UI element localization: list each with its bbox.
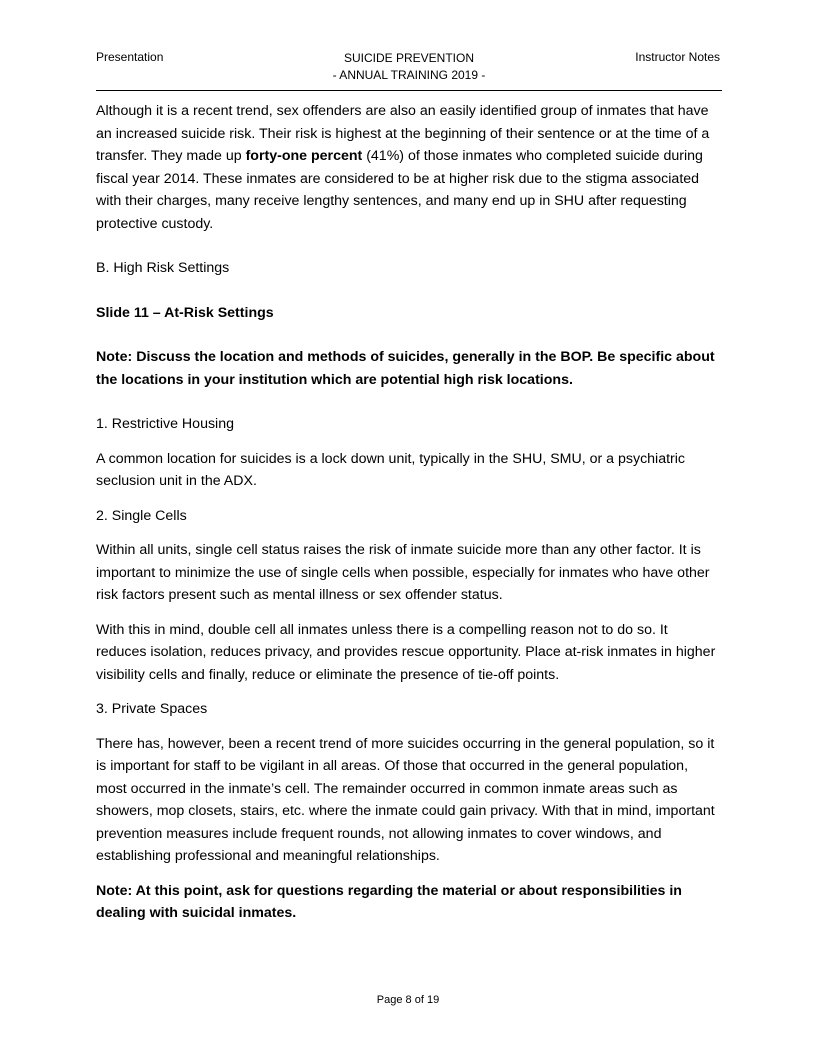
instructor-note: Note: At this point, ask for questions regarding the material or about responsibilities in dealing with suicidal inmates.: [96, 882, 682, 921]
item-paragraph: Within all units, single cell status raises the risk of inmate suicide more than any other factor. It is important to minimize the use of single cells when possible, especially for inmates who have other risk factors present such as mental illness or sex offender status.: [96, 542, 710, 603]
section-heading: B. High Risk Settings: [96, 260, 230, 276]
header-right-label: Instructor Notes: [635, 50, 720, 64]
page-number: Page 8 of 19: [376, 994, 440, 1006]
bold-statistic: forty-one percent: [245, 148, 363, 164]
page-header: [96, 50, 722, 90]
document-title: SUICIDE PREVENTION: [343, 51, 475, 65]
slide-heading: Slide 11 – At-Risk Settings: [96, 304, 274, 321]
item-paragraph: With this in mind, double cell all inmates unless there is a compelling reason not to do so. It reduces isolation, reduces privacy, and provides rescue opportunity. Place at-risk inmates in higher visibility cells and finally, reduce or eliminate the presence of tie-off points.: [96, 621, 716, 683]
instructor-note: Note: Discuss the location and methods of suicides, generally in the BOP. Be specific about the locations in your institution which are potential high risk locations.: [96, 349, 715, 388]
text-run: (41%) of those inmates who completed suicide during fiscal year 2014. These inmates are considered to be at higher risk due to the stigma associated with their charges, many receive lengthy sentences, and many end up in SHU after requesting protective custody.: [96, 148, 703, 232]
item-paragraph: There has, however, been a recent trend of more suicides occurring in the general population, so it is important for staff to be vigilant in all areas. Of those that occurred in the general population, most occurred in the inmate’s cell. The remainder occurred in common inmate areas such as showers, mop closets, stairs, etc. where the inmate could gain privacy. With that in mind, important prevention measures include frequent rounds, not allowing inmates to cover windows, and establishing professional and meaningful relationships.: [96, 735, 715, 864]
header-left-label: Presentation: [96, 50, 164, 64]
document-subtitle: - ANNUAL TRAINING 2019 -: [332, 68, 486, 82]
text-run: Although it is a recent trend, sex offenders are also an easily identified group of inmates that have an increased suicide risk. Their risk is highest at the beginning of their sentence or at the time of a transfer. They made up: [96, 103, 710, 164]
item-heading: 2. Single Cells: [96, 507, 187, 524]
header-divider: [96, 90, 722, 91]
item-heading: 1. Restrictive Housing: [96, 416, 234, 432]
header-title-block: [96, 50, 722, 84]
item-heading: 3. Private Spaces: [96, 701, 208, 717]
item-paragraph: A common location for suicides is a lock down unit, typically in the SHU, SMU, or a psychiatric seclusion unit in the ADX.: [96, 450, 686, 489]
paragraph-sex-offenders: [96, 100, 722, 235]
document-body: [96, 100, 722, 925]
